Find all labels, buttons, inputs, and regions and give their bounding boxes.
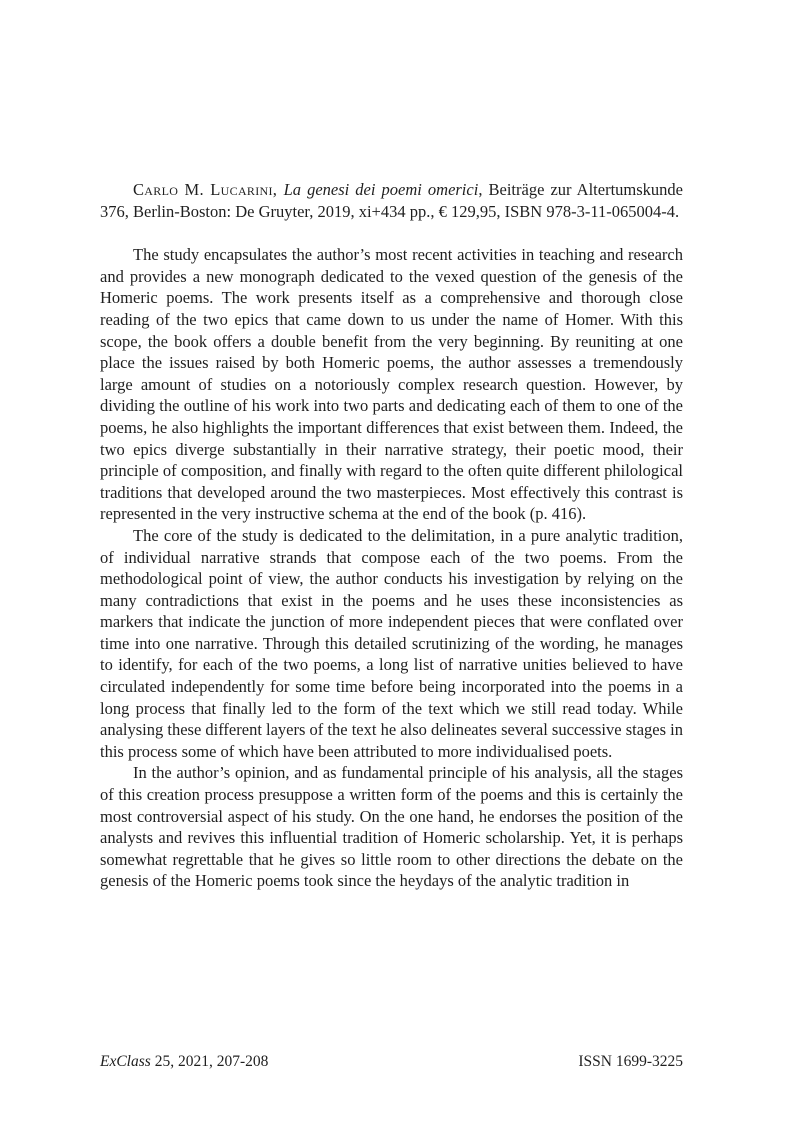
journal-citation — [100, 1052, 268, 1072]
page-footer — [100, 1052, 683, 1072]
body-paragraph-3: In the author’s opinion, and as fundamental principle of his analysis, all the stages of this creation process presuppose a written form of the poems and this is certainly the most controversial aspect of his study. On the one hand, he endorses the position of the analysts and revives this influential tradition of Homeric scholarship. Yet, it is perhaps somewhat regrettable that he gives so little room to other directions the debate on the genesis of the Homeric poems took since the heydays of the analytic tradition in — [100, 763, 683, 891]
issn-label: ISSN 1699-3225 — [578, 1053, 683, 1070]
journal-issue-info: 25, 2021, 207-208 — [150, 1053, 269, 1070]
book-citation — [100, 179, 683, 222]
citation-details: , Beiträge zur Altertumskunde 376, Berlin-Boston: De Gruyter, 2019, xi+434 pp., € 129,95, ISBN 978-3-11-065004-4. — [100, 180, 683, 221]
body-paragraph-2: The core of the study is dedicated to the delimitation, in a pure analytic tradition, of individual narrative strands that compose each of the two poems. From the methodological point of view, the author conducts his investigation by relying on the many contradictions that exist in the poems and he uses these inconsistencies as markers that indicate the junction of more independent pieces that were conflated over time into one narrative. Through this detailed scrutinizing of the wording, he manages to identify, for each of the two poems, a long list of narrative unities believed to have circulated independently for some time before being incorporated into the poems in a long process that finally led to the form of the text which we still read today. While analysing these different layers of the text he also delineates several successive stages in this process some of which have been attributed to more individualised poets. — [100, 525, 683, 761]
citation-author: Carlo M. Lucarini, — [133, 180, 284, 199]
body-paragraph-1: The study encapsulates the author’s most recent activities in teaching and research and provides a new monograph dedicated to the vexed question of the genesis of the Homeric poems. The work presents itself as a comprehensive and thorough close reading of the two epics that came down to us under the name of Homer. With this scope, the book offers a double benefit from the very beginning. By reuniting at one place the issues raised by both Homeric poems, the author assesses a tremendously large amount of studies on a notoriously complex research question. However, by dividing the outline of his work into two parts and dedicating each of them to one of the poems, he also highlights the important differences that exist between them. Indeed, the two epics diverge substantially in their narrative strategy, their poetic mood, their principle of composition, and finally with regard to the often quite different philological traditions that developed around the two masterpieces. Most effectively this contrast is represented in the very instructive schema at the end of the book (p. 416). — [100, 245, 683, 524]
journal-name: ExClass — [100, 1053, 151, 1070]
page-content — [100, 179, 683, 892]
citation-book-title: La genesi dei poemi omerici — [283, 180, 479, 199]
